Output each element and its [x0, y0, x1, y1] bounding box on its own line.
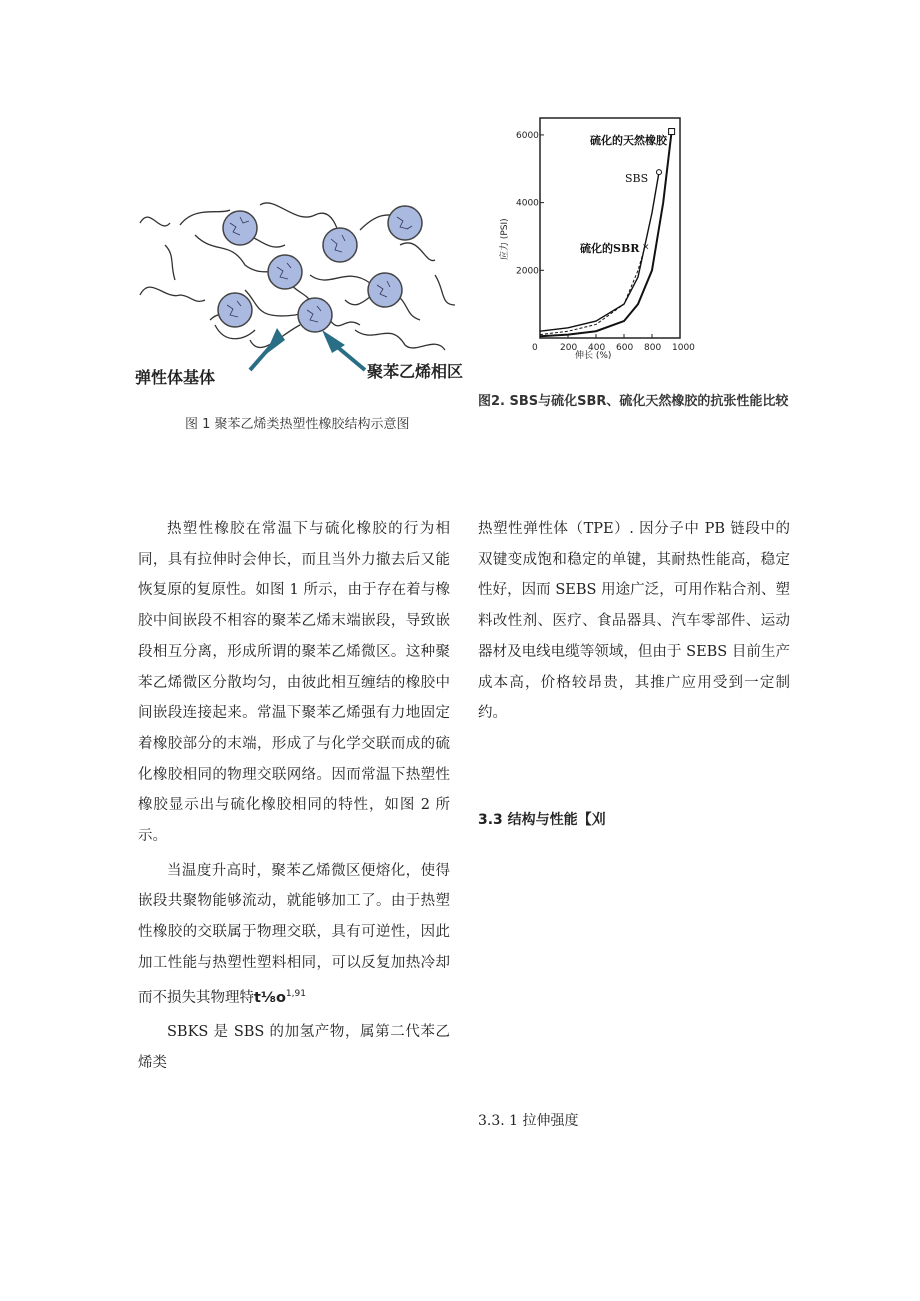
subsection-heading: 3.3. 1 拉伸强度 — [478, 1113, 579, 1129]
series-end-marker — [669, 129, 675, 135]
series-end-marker — [657, 170, 662, 175]
garbled-text: t⅛o — [254, 989, 286, 1006]
y-tick-label: 2000 — [516, 266, 539, 277]
domain — [368, 273, 402, 307]
figure2-caption: 图2. SBS与硫化SBR、硫化天然橡胶的抗张性能比较 — [478, 394, 789, 409]
y-tick-label: 4000 — [516, 198, 539, 209]
domain — [268, 255, 302, 289]
x-tick-label: 600 — [616, 343, 634, 353]
series-group — [540, 129, 675, 337]
figure1-schematic — [135, 195, 465, 405]
pointer-arrows — [250, 328, 365, 370]
x-tick-label: 200 — [560, 343, 578, 353]
domain — [218, 293, 252, 327]
right-column — [478, 514, 790, 729]
label-elastomer-matrix: 弹性体基体 — [135, 368, 216, 387]
x-tick-label: 400 — [588, 343, 606, 353]
x-tick-label: 800 — [644, 343, 662, 353]
annotation-sbr: 硫化的SBR — [580, 242, 640, 255]
annotation-natural-rubber: 硫化的天然橡胶 — [590, 134, 667, 147]
x-tick-label: 1000 — [672, 343, 695, 353]
domain — [223, 211, 257, 245]
figure1-caption: 图 1 聚苯乙烯类热塑性橡胶结构示意图 — [185, 417, 410, 432]
paragraph-2-text: 当温度升高时，聚苯乙烯微区便熔化，使得嵌段共聚物能够流动，就能够加工了。由于热塑性橡胶的交联属于物理交联，具有可逆性，因此加工性能与热塑性塑料相同，可以反复加热冷却而不损失其物理特 — [138, 862, 450, 1006]
paragraph-2 — [138, 856, 450, 1013]
y-tick-label: 6000 — [516, 130, 539, 141]
section-heading: 3.3 结构与性能【刈 — [478, 812, 606, 828]
figure2-chart — [495, 110, 720, 360]
paragraph-1: 热塑性橡胶在常温下与硫化橡胶的行为相同，具有拉伸时会伸长，而且当外力撤去后又能恢复原的复原性。如图 1 所示，由于存在着与橡胶中间嵌段不相容的聚苯乙烯末端嵌段，导致嵌段相互分离，形成所谓的聚苯乙烯微区。这种聚苯乙烯微区分散均匀，由彼此相互缠结的橡胶中间嵌段连接起来。常温下聚苯乙烯强有力地固定着橡胶部分的末端，形成了与化学交联而成的硫化橡胶相同的物理交联网络。因而常温下热塑性橡胶显示出与硫化橡胶相同的特性，如图 2 所示。 — [138, 521, 450, 845]
paragraph-right-1: 热塑性弹性体（TPE）. 因分子中 PB 链段中的双键变成饱和稳定的单键，其耐热性能高，稳定性好，因而 SEBS 用途广泛，可用作粘合剂、塑料改性剂、医疗、食品器具、汽车零部件、运动器材及电线电缆等领域，但由于 SEBS 目前生产成本高，价格较昂贵，其推广应用受到一定制约。 — [478, 521, 790, 722]
citation: 1,91 — [285, 988, 306, 999]
x-tick-label: 0 — [532, 343, 538, 353]
annotation-sbs: SBS — [625, 172, 649, 185]
paragraph-3: SBKS 是 SBS 的加氢产物，属第二代苯乙烯类 — [138, 1024, 450, 1071]
x-axis-label: 伸长 (%) — [575, 351, 612, 360]
label-polystyrene-domain: 聚苯乙烯相区 — [367, 362, 464, 381]
left-column — [138, 514, 450, 1078]
polystyrene-domains — [218, 206, 422, 332]
y-axis-label: 应力 (PSI) — [500, 218, 510, 260]
domain — [298, 298, 332, 332]
domain — [323, 228, 357, 262]
domain — [388, 206, 422, 240]
series-end-marker: × — [642, 242, 650, 253]
series-line — [540, 132, 672, 337]
